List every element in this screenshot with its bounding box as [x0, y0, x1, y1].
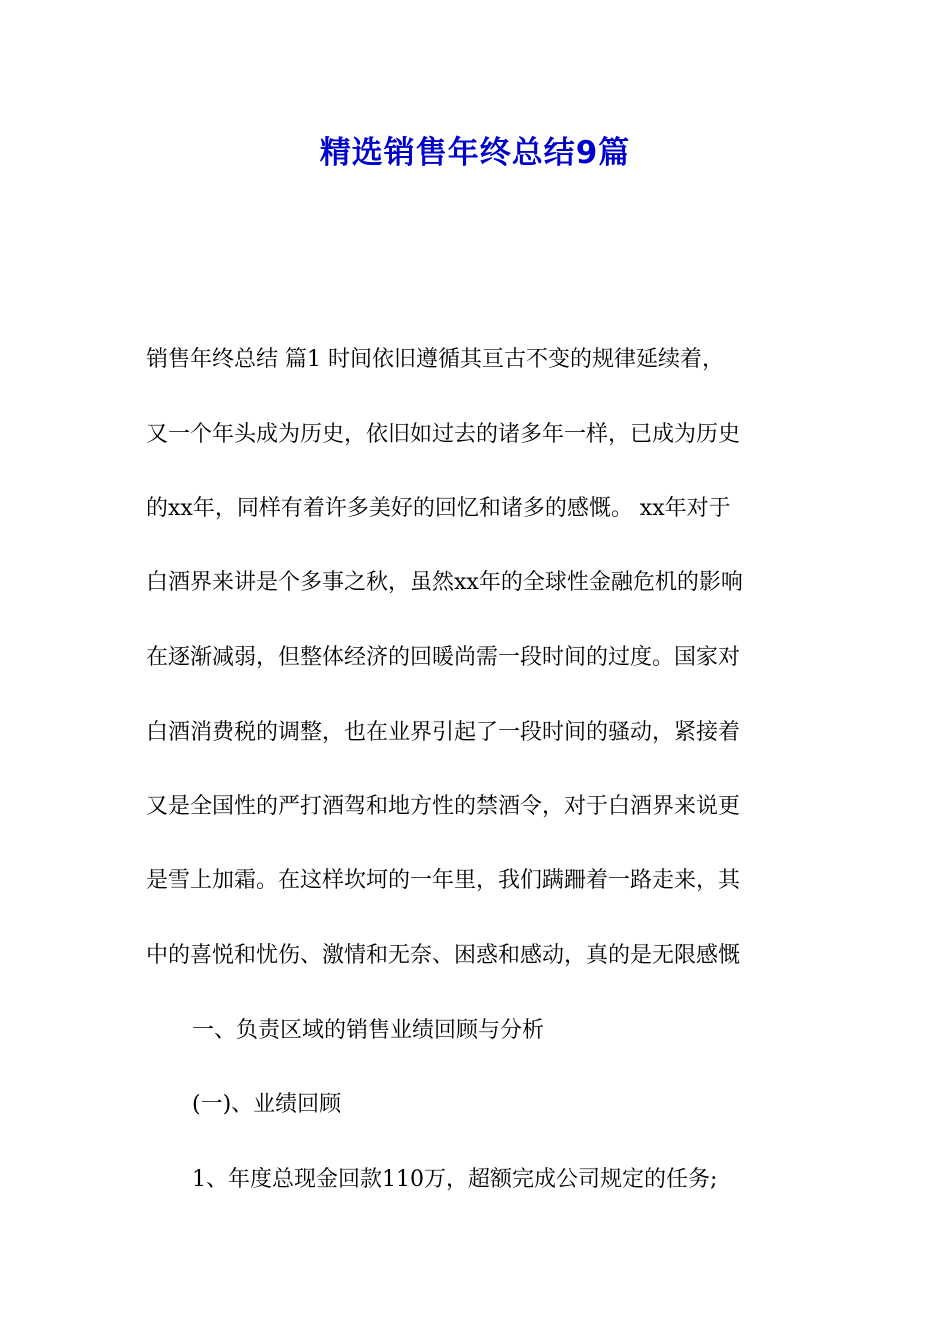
- paragraph-line: 白酒界来讲是个多事之秋，虽然xx年的全球性金融危机的影响: [146, 570, 743, 595]
- paragraph-line: 又一个年头成为历史，依旧如过去的诸多年一样，已成为历史: [146, 422, 741, 447]
- list-item: 1、年度总现金回款110万，超额完成公司规定的任务;: [192, 1167, 718, 1192]
- paragraph-line: 中的喜悦和忧伤、激情和无奈、困惑和感动，真的是无限感慨: [146, 943, 741, 968]
- paragraph-line: 在逐渐减弱，但整体经济的回暖尚需一段时间的过度。国家对: [146, 645, 741, 670]
- paragraph-line: 是雪上加霜。在这样坎坷的一年里，我们蹒跚着一路走来，其: [146, 868, 741, 893]
- subsection-heading: (一)、业绩回顾: [192, 1092, 342, 1117]
- section-heading: 一、负责区域的销售业绩回顾与分析: [192, 1018, 545, 1043]
- paragraph-line: 销售年终总结 篇1 时间依旧遵循其亘古不变的规律延续着，: [146, 347, 724, 372]
- paragraph-line: 白酒消费税的调整，也在业界引起了一段时间的骚动，紧接着: [146, 720, 741, 745]
- document-title: 精选销售年终总结9篇: [319, 135, 631, 171]
- paragraph-line: 的xx年，同样有着许多美好的回忆和诸多的感慨。 xx年对于: [146, 496, 731, 521]
- paragraph-line: 又是全国性的严打酒驾和地方性的禁酒令，对于白酒界来说更: [146, 794, 741, 819]
